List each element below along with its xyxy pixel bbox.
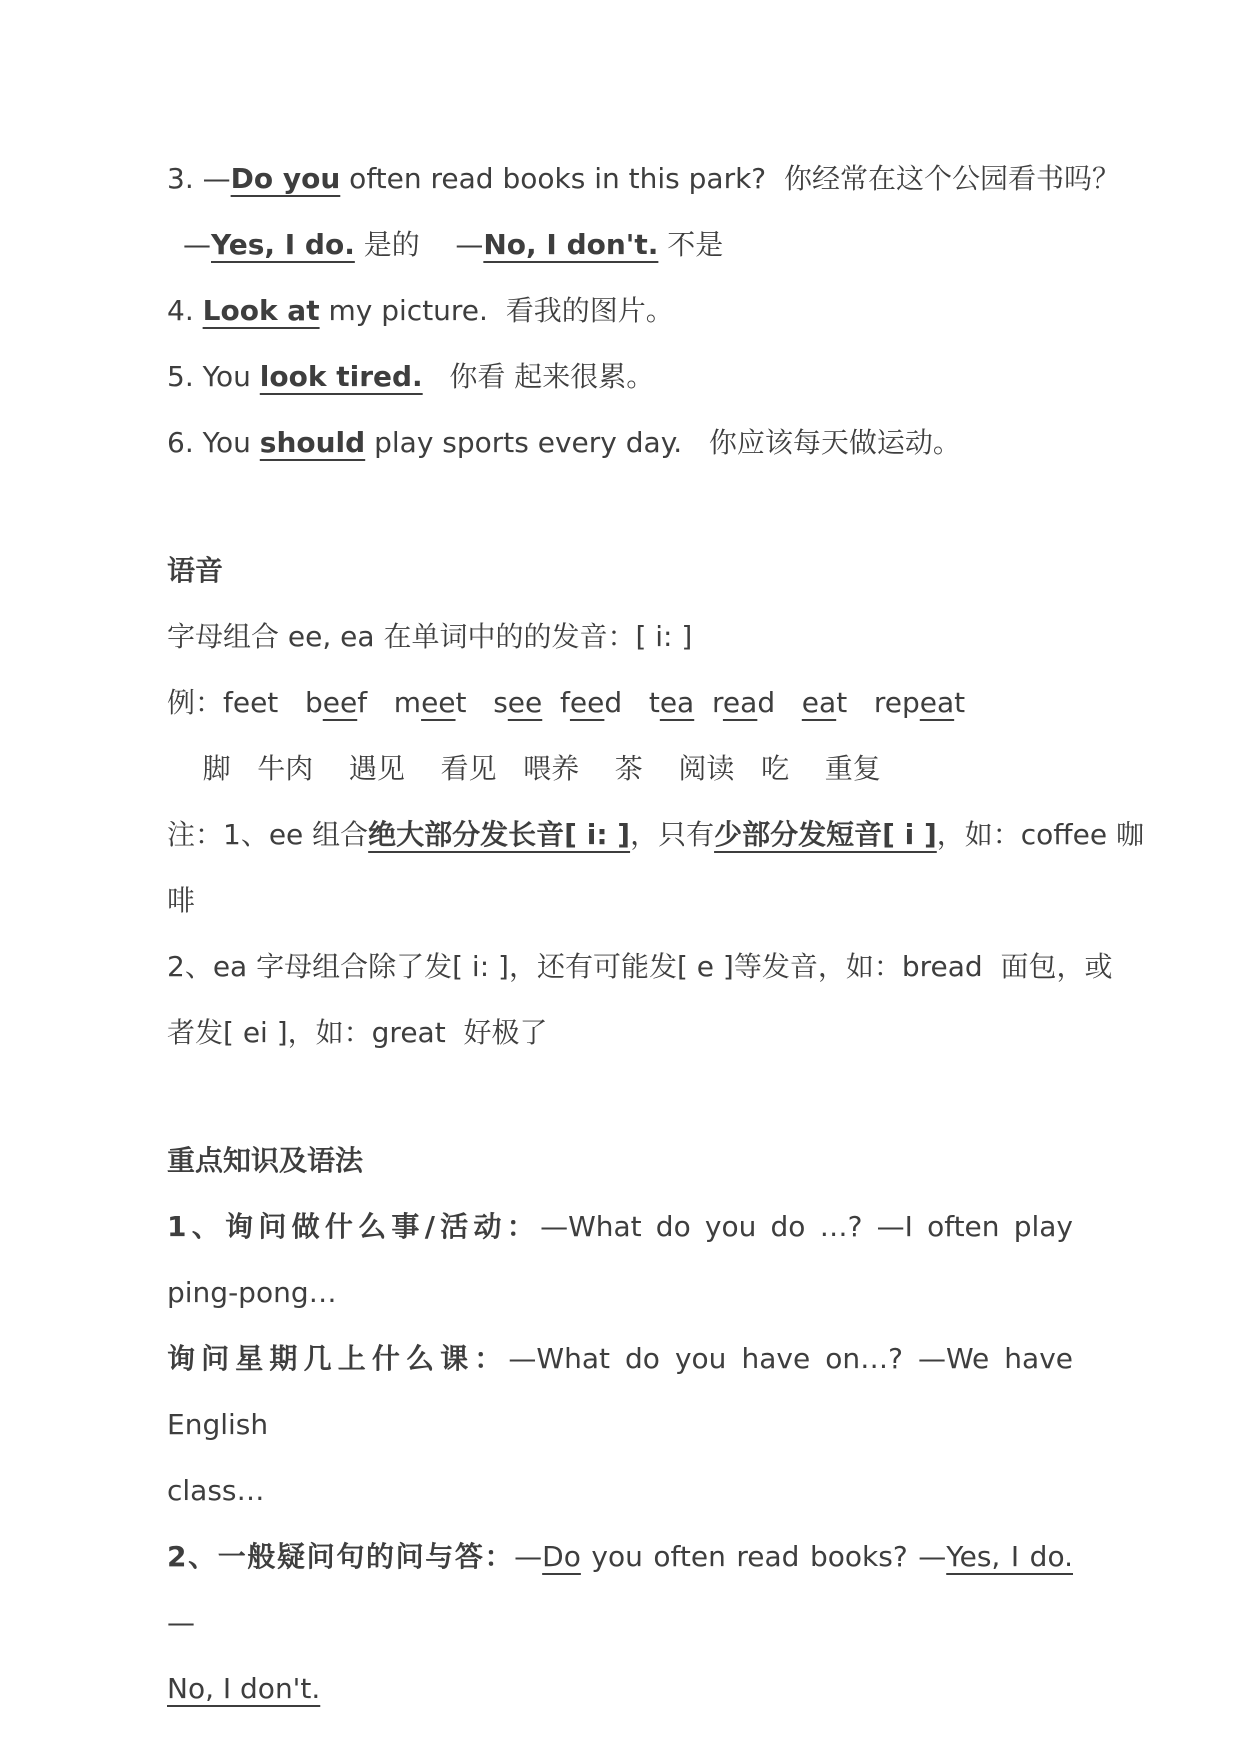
text-segment: 注：1、ee 组合 bbox=[167, 818, 369, 851]
spacer bbox=[167, 1066, 1073, 1128]
text-segment: 不是 bbox=[658, 228, 724, 261]
text-segment: 例：feet b bbox=[167, 686, 323, 719]
text-segment: —What do you have on…? —We have English bbox=[167, 1342, 1073, 1441]
underlined-phrase: No, I don't. bbox=[483, 228, 659, 261]
text-segment: 询问星期几上什么课： bbox=[167, 1342, 509, 1375]
phonics-heading bbox=[167, 538, 1073, 604]
text-segment: play sports every day. 你应该每天做运动。 bbox=[365, 426, 961, 459]
underlined-phrase: ee bbox=[569, 686, 605, 719]
underlined-phrase: 绝大部分发长音[ i: ] bbox=[368, 818, 631, 851]
sentence-6 bbox=[167, 410, 1073, 476]
grammar-point-2-line2 bbox=[167, 1656, 1073, 1722]
underlined-phrase: look tired. bbox=[259, 360, 423, 393]
phonics-note-1-line1 bbox=[167, 802, 1144, 868]
grammar-point-1b-line1 bbox=[167, 1326, 1073, 1458]
text-segment: 2、ea 字母组合除了发[ i: ]，还有可能发[ e ]等发音，如：bread 面包，或 bbox=[167, 950, 1113, 983]
grammar-point-1-line1 bbox=[167, 1194, 1073, 1260]
grammar-point-2-line1 bbox=[167, 1524, 1073, 1656]
underlined-phrase: No, I don't. bbox=[167, 1672, 321, 1705]
phonics-examples-chinese bbox=[167, 736, 1073, 802]
text-segment: 你看 起来很累。 bbox=[422, 360, 655, 393]
text-segment: 是的 — bbox=[354, 228, 484, 261]
text-segment: — bbox=[183, 228, 211, 261]
text-segment: —What do you do …? —I often play bbox=[540, 1210, 1073, 1243]
text-segment: 者发[ ei ]，如：great 好极了 bbox=[167, 1016, 548, 1049]
text-segment: 6. You bbox=[167, 426, 260, 459]
underlined-phrase: Yes, I do. bbox=[211, 228, 355, 261]
text-segment: my picture. 看我的图片。 bbox=[319, 294, 674, 327]
text-segment: 3. — bbox=[167, 162, 231, 195]
underlined-phrase: ea bbox=[659, 686, 695, 719]
text-segment: 脚 牛肉 遇见 看见 喂养 茶 阅读 吃 重复 bbox=[167, 752, 881, 785]
text-segment: 1、询问做什么事/活动： bbox=[167, 1210, 541, 1243]
phonics-note-2-line1 bbox=[167, 934, 1113, 1000]
sentence-3-line1 bbox=[167, 146, 1120, 212]
phonics-rule bbox=[167, 604, 1073, 670]
text-segment: 4. bbox=[167, 294, 203, 327]
text-segment: f bbox=[542, 686, 570, 719]
text-segment: — bbox=[167, 1606, 195, 1639]
underlined-phrase: ee bbox=[507, 686, 543, 719]
text-segment: 字母组合 ee, ea 在单词中的的发音：[ i: ] bbox=[167, 620, 693, 653]
underlined-phrase: should bbox=[259, 426, 366, 459]
text-segment: r bbox=[694, 686, 723, 719]
sentence-3-line2 bbox=[167, 212, 1073, 278]
underlined-phrase: ea bbox=[722, 686, 758, 719]
text-segment: t s bbox=[455, 686, 508, 719]
text-segment: f m bbox=[357, 686, 422, 719]
text-segment: d bbox=[757, 686, 802, 719]
grammar-heading bbox=[167, 1128, 1073, 1194]
underlined-phrase: ee bbox=[322, 686, 358, 719]
text-segment: t rep bbox=[836, 686, 920, 719]
underlined-phrase: ea bbox=[919, 686, 955, 719]
text-segment: 语音 bbox=[167, 554, 224, 587]
text-segment: 重点知识及语法 bbox=[167, 1144, 364, 1177]
underlined-phrase: ee bbox=[421, 686, 456, 719]
underlined-phrase: Do bbox=[542, 1540, 581, 1573]
phonics-note-1-line2 bbox=[167, 868, 1073, 934]
text-segment: — bbox=[514, 1540, 543, 1573]
grammar-point-1b-line2 bbox=[167, 1458, 1073, 1524]
text-segment: 啡 bbox=[167, 884, 196, 917]
text-segment: class… bbox=[167, 1474, 265, 1507]
spacer bbox=[167, 476, 1073, 538]
underlined-phrase: Yes, I do. bbox=[946, 1540, 1073, 1573]
sentence-5 bbox=[167, 344, 1073, 410]
underlined-phrase: 少部分发短音[ i ] bbox=[714, 818, 937, 851]
grammar-point-1-line2 bbox=[167, 1260, 1073, 1326]
text-segment: 5. You bbox=[167, 360, 260, 393]
text-segment: you often read books? — bbox=[580, 1540, 947, 1573]
text-segment: t bbox=[954, 686, 966, 719]
underlined-phrase: Look at bbox=[202, 294, 320, 327]
text-segment: often read books in this park? 你经常在这个公园看书吗？ bbox=[340, 162, 1120, 195]
phonics-examples-english bbox=[167, 670, 1073, 736]
underlined-phrase: ea bbox=[801, 686, 837, 719]
text-segment: ，如：coffee 咖 bbox=[936, 818, 1144, 851]
text-segment: ping-pong… bbox=[167, 1276, 337, 1309]
text-segment: 2、一般疑问句的问与答： bbox=[167, 1540, 515, 1573]
phonics-note-2-line2 bbox=[167, 1000, 1073, 1066]
text-segment: d t bbox=[604, 686, 660, 719]
sentence-4 bbox=[167, 278, 1073, 344]
underlined-phrase: Do you bbox=[230, 162, 341, 195]
text-segment: ，只有 bbox=[630, 818, 715, 851]
